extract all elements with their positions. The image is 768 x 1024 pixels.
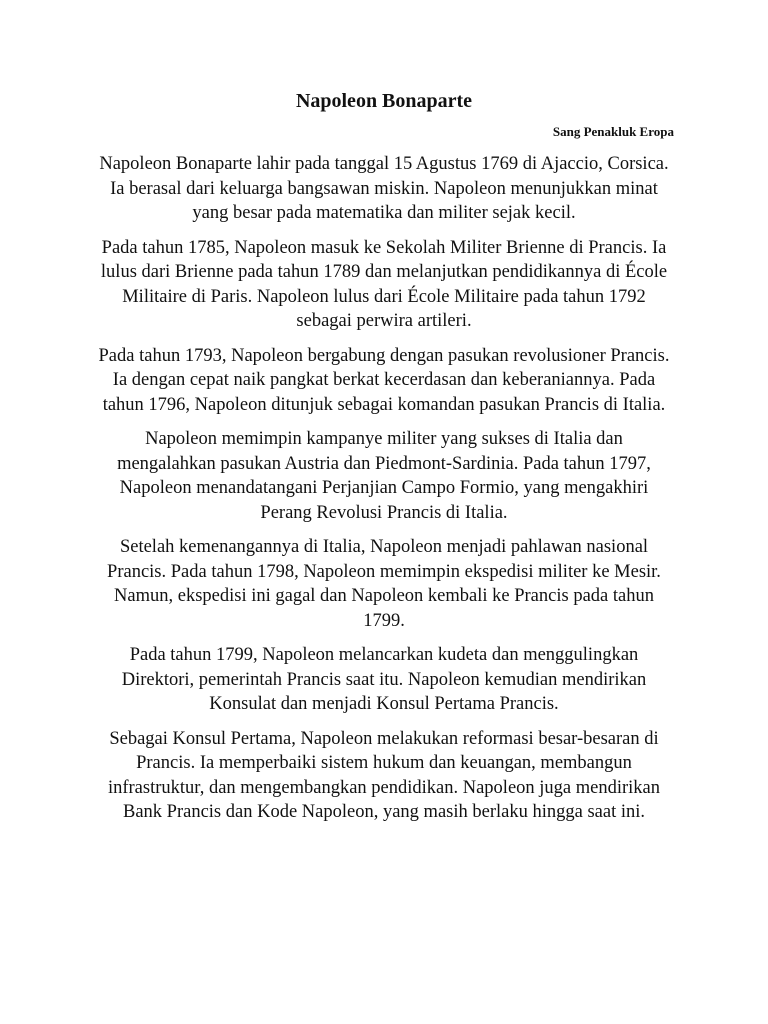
document-body (96, 152, 672, 835)
document-title: Napoleon Bonaparte (295, 90, 473, 112)
paragraph-4: Napoleon memimpin kampanye militer yang sukses di Italia dan mengalahkan pasukan Austria dan Piedmont-Sardinia. Pada tahun 1797, Napoleon menandatangani Perjanjian Campo Formio, yang mengakhiri Perang Revolusi Prancis di Italia. (117, 429, 651, 523)
paragraph-5: Setelah kemenangannya di Italia, Napoleon menjadi pahlawan nasional Prancis. Pada tahun 1798, Napoleon memimpin ekspedisi militer ke Mesir. Namun, ekspedisi ini gagal dan Napoleon kembali ke Prancis pada tahun 1799. (107, 537, 661, 631)
paragraph-6: Pada tahun 1799, Napoleon melancarkan kudeta dan menggulingkan Direktori, pemerintah Prancis saat itu. Napoleon kemudian mendirikan Konsulat dan menjadi Konsul Pertama Prancis. (121, 645, 647, 714)
paragraph-2: Pada tahun 1785, Napoleon masuk ke Sekolah Militer Brienne di Prancis. Ia lulus dari Brienne pada tahun 1789 dan melanjutkan pendidikannya di École Militaire di Paris. Napoleon lulus dari École Militaire pada tahun 1792 sebagai perwira artileri. (100, 237, 668, 331)
document-subtitle: Sang Penakluk Eropa (552, 124, 674, 139)
paragraph-3: Pada tahun 1793, Napoleon bergabung dengan pasukan revolusioner Prancis. Ia dengan cepat naik pangkat berkat kecerdasan dan keberaniannya. Pada tahun 1796, Napoleon ditunjuk sebagai komandan pasukan Prancis di Italia. (98, 345, 670, 415)
paragraph-7: Sebagai Konsul Pertama, Napoleon melakukan reformasi besar-besaran di Prancis. Ia memperbaiki sistem hukum dan keuangan, membangun infrastruktur, dan mengembangkan pendidikan. Napoleon juga mendirikan Bank Prancis dan Kode Napoleon, yang masih berlaku hingga saat ini. (107, 728, 661, 822)
paragraph-1: Napoleon Bonaparte lahir pada tanggal 15 Agustus 1769 di Ajaccio, Corsica. Ia berasal dari keluarga bangsawan miskin. Napoleon menunjukkan minat yang besar pada matematika dan militer sejak kecil. (99, 154, 669, 223)
